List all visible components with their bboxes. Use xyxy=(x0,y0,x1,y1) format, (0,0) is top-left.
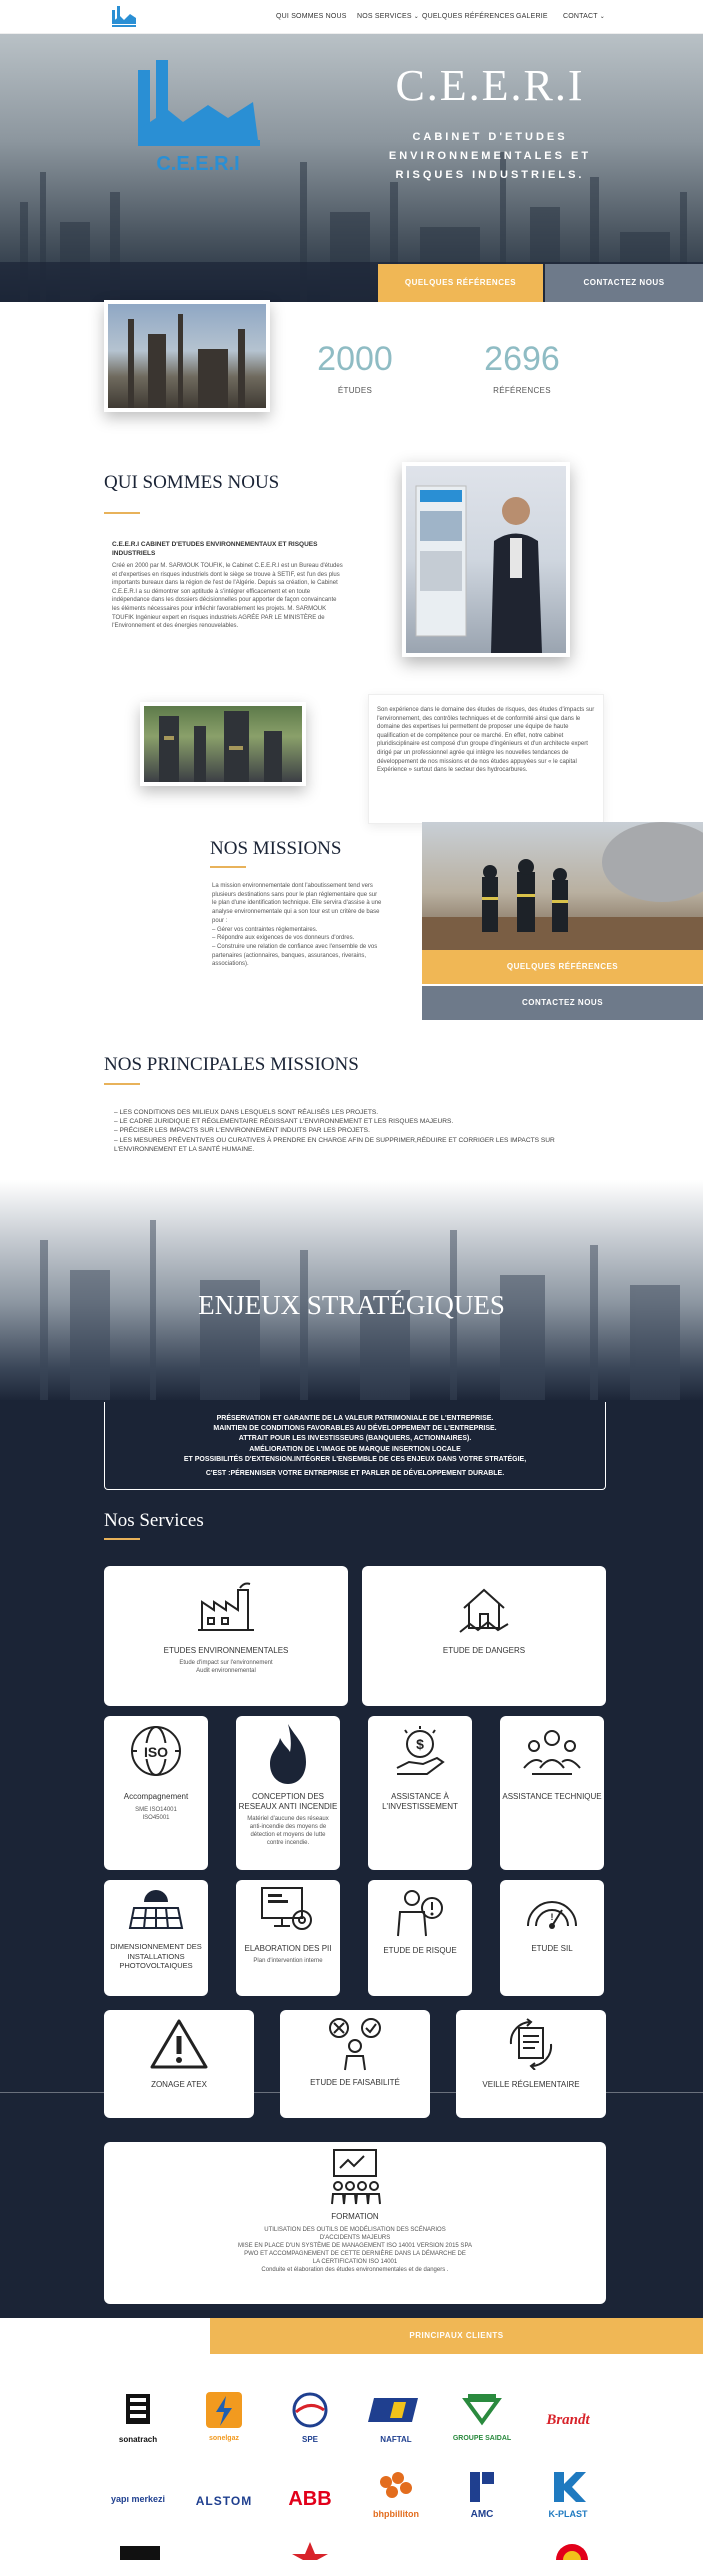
card-subtitle: PWO ET ACCOMPAGNEMENT DE CETTE DERNIÈRE DANS LA DÉMARCHE DE LA CERTIFICATION ISO 14001 xyxy=(244,2250,466,2265)
clients-button[interactable]: PRINCIPAUX CLIENTS xyxy=(210,2318,703,2354)
divider xyxy=(104,1083,140,1085)
card-subtitle: MISE EN PLACE D'UN SYSTÈME DE MANAGEMENT ISO 14001 VERSION 2015 SPA xyxy=(238,2242,472,2249)
bhpbilliton-icon xyxy=(354,2470,438,2504)
nav-references[interactable]: QUELQUES RÉFÉRENCES xyxy=(422,13,515,20)
enjeux-list xyxy=(110,1414,600,1479)
stat-references-label: RÉFÉRENCES xyxy=(493,386,551,395)
card-subtitle: UTILISATION DES OUTILS DE MODÉLISATION DES SCÉNARIOS D'ACCIDENTS MAJEURS xyxy=(264,2226,446,2241)
service-card-etude-dangers[interactable] xyxy=(362,1566,606,1706)
monitor-gear-icon xyxy=(260,1886,316,1936)
client-logo-partial xyxy=(290,2540,330,2560)
missions-body: La mission environnementale dont l'aboutissement tend vers plusieurs destinations sans pour le plan réglementaire que sur le plan d'une identification technique. Elle servira d'assise à une analyse environnementale qui a son tour est un critère de base pour : – Gérer vos contraintes réglementaires. – Répondre aux exigences de vos donneurs d'ordres. – Construire une relation de confiance avec l'ensemble de vos partenaires (actionnaires, banques, assurances, riverains, associations). xyxy=(212,883,382,968)
divider xyxy=(104,1538,140,1540)
service-card-etudes-env[interactable] xyxy=(104,1566,348,1706)
stat-etudes-number: 2000 xyxy=(317,340,393,378)
client-name: ABB xyxy=(288,2488,332,2510)
list-item: PRÉSERVATION ET GARANTIE DE LA VALEUR PATRIMONIALE DE L'ENTREPRISE. xyxy=(216,1415,494,1422)
hero-contact-button[interactable]: CONTACTEZ NOUS xyxy=(545,264,703,302)
card-title: VEILLE RÉGLEMENTAIRE xyxy=(482,2080,580,2089)
kplast-icon xyxy=(526,2470,610,2504)
list-item: – LES CONDITIONS DES MILIEUX DANS LESQUELS SONT RÉALISÉS LES PROJETS. xyxy=(114,1109,379,1116)
hero-references-button[interactable]: QUELQUES RÉFÉRENCES xyxy=(378,264,543,302)
card-subtitle: Etude d'impact sur l'environnement xyxy=(179,1659,273,1666)
client-logo-saidal xyxy=(440,2392,524,2444)
client-logo-spe xyxy=(268,2392,352,2444)
iso-globe-icon xyxy=(129,1724,183,1778)
list-item: C'EST :PÉRENNISER VOTRE ENTREPRISE ET PARLER DE DÉVELOPPEMENT DURABLE. xyxy=(205,1470,505,1478)
naftal-icon xyxy=(354,2392,438,2430)
nav-contact[interactable]: CONTACT ⌄ xyxy=(563,13,605,20)
chevron-down-icon: ⌄ xyxy=(599,14,605,20)
client-name: sonelgaz xyxy=(209,2435,239,2442)
gauge-icon xyxy=(524,1890,580,1934)
about-lead: C.E.E.R.I CABINET D'ETUDES ENVIRONNEMENTAUX ET RISQUES INDUSTRIELS xyxy=(112,541,318,557)
card-subtitle: Matériel d'aucune des réseaux anti-incendie des moyens de détection et moyens de lutte contre incendie. xyxy=(247,1816,329,1846)
missions-title: NOS MISSIONS xyxy=(210,838,342,859)
card-title: ETUDE DE FAISABILITÉ xyxy=(310,2078,400,2087)
client-logo-alstom xyxy=(182,2478,266,2530)
service-card-formation[interactable] xyxy=(104,2142,606,2304)
client-name: bhpbilliton xyxy=(373,2509,419,2519)
client-name: GROUPE SAIDAL xyxy=(452,2435,512,2442)
principal-missions-list xyxy=(114,1108,584,1154)
card-title: ETUDES ENVIRONNEMENTALES xyxy=(163,1646,289,1655)
team-icon xyxy=(522,1724,582,1778)
card-subtitle: ISO45001 xyxy=(142,1814,170,1821)
client-logo-amc xyxy=(440,2470,524,2522)
flame-icon xyxy=(266,1722,310,1786)
svg-text:!: ! xyxy=(550,1912,554,1922)
spe-icon xyxy=(268,2392,352,2430)
client-logo-yapi-merkezi xyxy=(96,2478,180,2530)
client-logo-naftal xyxy=(354,2392,438,2444)
sonelgaz-icon xyxy=(182,2392,266,2430)
client-logo-kplast xyxy=(526,2470,610,2522)
card-title: ELABORATION DES PII xyxy=(244,1944,332,1953)
client-name: SPE xyxy=(301,2435,318,2444)
client-logo-sonelgaz xyxy=(182,2392,266,2444)
list-item: AMÉLIORATION DE L'IMAGE DE MARQUE INSERTION LOCALE xyxy=(249,1445,461,1453)
amc-icon xyxy=(440,2470,524,2504)
card-title: DIMENSIONNEMENT DES INSTALLATIONS PHOTOVOLTAIQUES xyxy=(110,1942,202,1970)
card-subtitle: Plan d'intervention interne xyxy=(253,1957,323,1964)
card-title: FORMATION xyxy=(331,2212,379,2221)
card-title: CONCEPTION DES RESEAUX ANTI INCENDIE xyxy=(238,1792,338,1811)
divider xyxy=(210,866,246,868)
service-card-veille[interactable] xyxy=(456,2010,606,2118)
ceeri-logo xyxy=(128,60,268,180)
service-card-etude-sil[interactable] xyxy=(500,1880,604,1996)
service-card-photovoltaique[interactable] xyxy=(104,1880,208,1996)
list-item: – LE CADRE JURIDIQUE ET RÉGLEMENTAIRE RÉGISSANT L'ENVIRONNEMENT ET LES RISQUES MAJEURS. xyxy=(114,1118,454,1126)
service-card-accompagnement[interactable] xyxy=(104,1716,208,1870)
card-title: ASSISTANCE À L'INVESTISSEMENT xyxy=(382,1792,458,1811)
card-subtitle: Conduite et élaboration des études environnementales et de dangers . xyxy=(261,2266,449,2273)
list-item: – PRÉCISER LES IMPACTS SUR L'ENVIRONNEMENT INDUITS PAR LES PROJETS. xyxy=(114,1127,370,1135)
list-item: – LES MESURES PRÉVENTIVES OU CURATIVES À PRENDRE EN CHARGE AFIN DE SUPPRIMER,RÉDUIRE ET CORRIGER LES IMPACTS SUR L'ENVIRONNEMENT ET LA SANTÉ HUMAINE. xyxy=(114,1136,555,1153)
saidal-icon xyxy=(440,2392,524,2430)
solar-panel-icon xyxy=(128,1888,184,1934)
card-title: ASSISTANCE TECHNIQUE xyxy=(502,1792,602,1801)
client-logo-partial xyxy=(552,2540,592,2560)
card-subtitle: Audit environnemental xyxy=(196,1667,256,1674)
house-hazard-icon xyxy=(454,1580,514,1634)
experience-text: Son expérience dans le domaine des études de risques, des études d'impacts sur l'environnement, des contrôles techniques et de conformité ainsi que dans le domaine des expertises lui permettent de proposer une équipe de haute qualification et de compétence pour ce marché. En effet, notre cabinet pluridisciplinaire est composé d'un groupe d'ingénieurs et d'un architecte expert dirigé par un professionnel agrée qui intègre les nouvelles tendances de développement de nos missions et de nos études appuyées sur « le capital Expérience » surtout dans le secteur des hydrocarbures. xyxy=(377,707,595,774)
service-card-assistance-technique[interactable] xyxy=(500,1716,604,1870)
service-card-assistance-investissement[interactable] xyxy=(368,1716,472,1870)
nav-galerie[interactable]: GALERIE xyxy=(516,13,548,20)
list-item: MAINTIEN DE CONDITIONS FAVORABLES AU DÉVELOPPEMENT DE L'ENTREPRISE. xyxy=(213,1425,497,1433)
stat-etudes-label: ÉTUDES xyxy=(337,386,373,395)
divider xyxy=(104,512,140,514)
list-item: ET POSSIBILITÉS D'EXTENSION.INTÉGRER L'ENSEMBLE DE CES ENJEUX DANS VOTRE STRATÉGIE, xyxy=(183,1455,527,1463)
about-body: Créé en 2000 par M. SARMOUK TOUFIK, le Cabinet C.E.E.R.I est un Bureau d'études et d'expertises en risques industriels dont le siège se trouve à SETIF, est l'un des plus importants bureaux dans la région de l'est de l'Algérie. Depuis sa création, le Cabinet C.E.E.R.I a su démontrer son aptitude à s'intégrer efficacement et en toute indépendance dans les dossiers décisionnelles pour apporter de façon convaincante les éléments nécessaires pour infléchir favorablement les projets. M. SARMOUK TOUFIK Ingénieur expert en risques industriels AGRÉE PAR LE MINISTÈRE de l'Environnement et des énergies renouvelables. xyxy=(112,563,343,630)
client-name: ALSTOM xyxy=(195,2494,253,2508)
about-title: QUI SOMMES NOUS xyxy=(104,472,280,493)
document-cycle-icon xyxy=(503,2018,559,2070)
service-card-etude-risque[interactable] xyxy=(368,1880,472,1996)
svg-text:ISO: ISO xyxy=(143,1744,169,1760)
client-logo-partial xyxy=(110,2540,170,2560)
services-title: Nos Services xyxy=(104,1510,204,1531)
chevron-down-icon: ⌄ xyxy=(413,14,420,20)
refinery-photo xyxy=(104,300,270,412)
service-card-atex[interactable] xyxy=(104,2010,254,2118)
industrial-site-photo xyxy=(140,702,306,786)
client-logo-sonatrach xyxy=(96,2392,180,2444)
client-name: sonatrach xyxy=(118,2435,158,2444)
card-title: ETUDE DE DANGERS xyxy=(442,1646,526,1655)
money-hand-icon xyxy=(393,1724,447,1778)
nav-nos-services[interactable]: NOS SERVICES ⌄ xyxy=(357,13,420,20)
hero-subtitle: CABINET D'ETUDES ENVIRONNEMENTALES ET RISQUES INDUSTRIELS. xyxy=(388,131,592,181)
enjeux-title: ENJEUX STRATÉGIQUES xyxy=(198,1290,505,1320)
hero-title: C.E.E.R.I xyxy=(395,61,585,110)
missions-references-button[interactable]: QUELQUES RÉFÉRENCES xyxy=(422,950,703,984)
presentation-icon xyxy=(324,2146,386,2208)
decision-icon xyxy=(323,2016,387,2072)
warning-icon xyxy=(149,2018,209,2070)
missions-contact-button[interactable]: CONTACTEZ NOUS xyxy=(422,986,703,1020)
card-title: ETUDE DE RISQUE xyxy=(383,1946,457,1955)
service-card-faisabilite[interactable] xyxy=(280,2010,430,2118)
ceeri-logo-small[interactable] xyxy=(110,4,140,30)
sonatrach-icon xyxy=(96,2392,180,2430)
client-logo-brandt xyxy=(526,2400,610,2452)
logo-text: C.E.E.R.I xyxy=(156,153,240,175)
card-subtitle: SME ISO14001 xyxy=(135,1806,177,1813)
risk-person-icon xyxy=(392,1886,448,1938)
client-name: Brandt xyxy=(546,2412,590,2428)
stat-references-number: 2696 xyxy=(484,340,560,378)
client-name: K-PLAST xyxy=(548,2509,588,2519)
card-title: ZONAGE ATEX xyxy=(151,2080,207,2089)
client-logo-abb xyxy=(268,2478,352,2530)
svg-text:$: $ xyxy=(416,1736,424,1752)
founder-photo xyxy=(402,462,570,657)
client-name: yapı merkezi xyxy=(110,2494,166,2504)
firefighters-photo xyxy=(422,822,703,950)
client-logo-bhpbilliton xyxy=(354,2470,438,2522)
card-title: Accompagnement xyxy=(123,1792,189,1801)
client-name: NAFTAL xyxy=(380,2435,412,2444)
service-card-pii[interactable] xyxy=(236,1880,340,1996)
card-title: ETUDE SIL xyxy=(531,1944,573,1953)
service-card-anti-incendie[interactable] xyxy=(236,1716,340,1870)
principal-missions-title: NOS PRINCIPALES MISSIONS xyxy=(104,1054,359,1075)
factory-icon xyxy=(196,1580,256,1634)
nav-qui-sommes-nous[interactable]: QUI SOMMES NOUS xyxy=(276,13,347,20)
client-name: AMC xyxy=(470,2509,494,2520)
list-item: ATTRAIT POUR LES INVESTISSEURS (BANQUIERS, ACTIONNAIRES). xyxy=(238,1435,472,1443)
